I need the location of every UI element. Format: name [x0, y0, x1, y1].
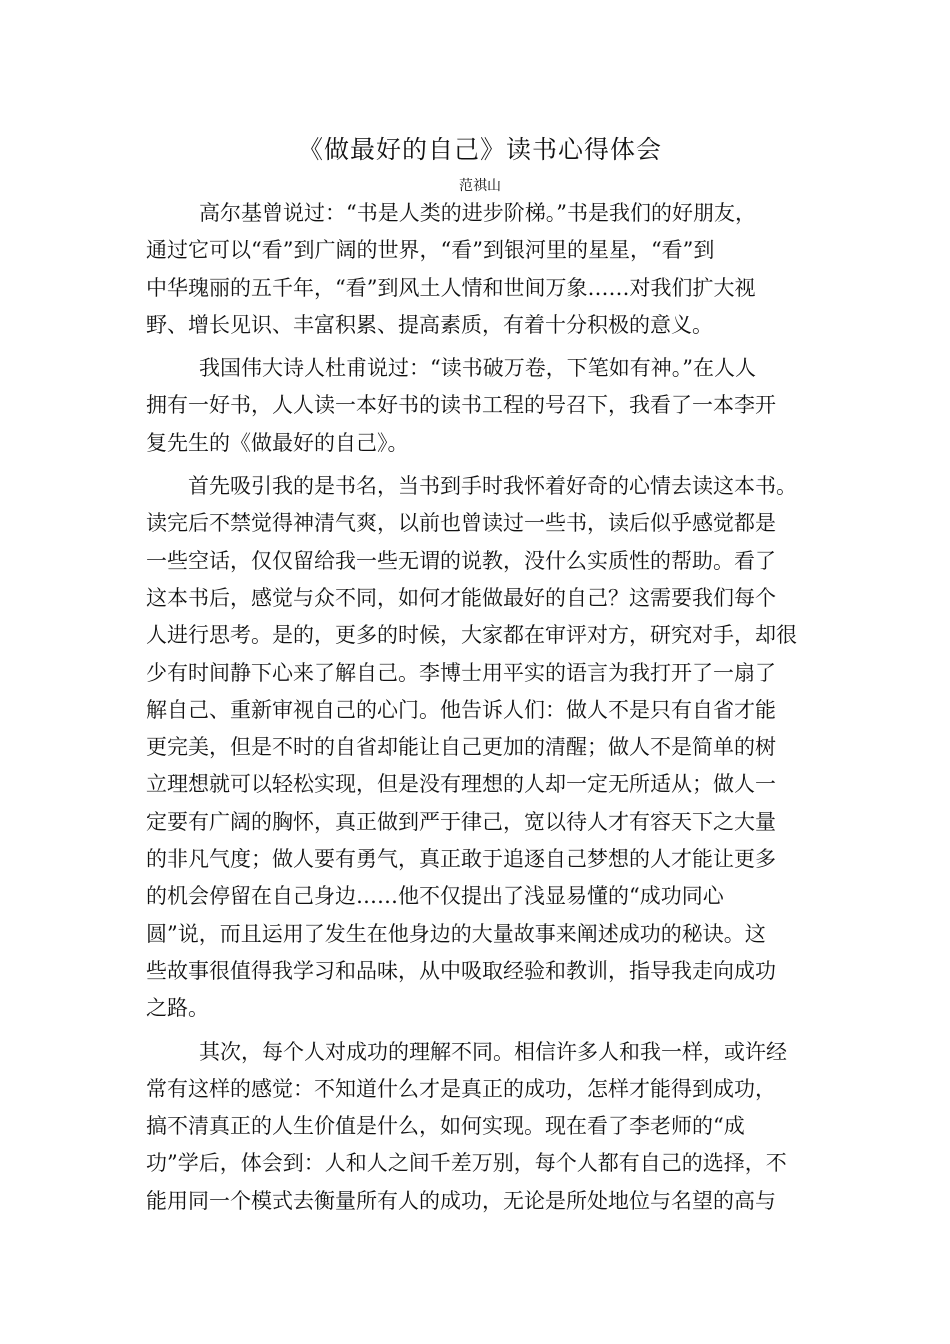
text-line: 少有时间静下心来了解自己。李博士用平实的语言为我打开了一扇了	[146, 660, 776, 685]
text-line: 更完美，但是不时的自省却能让自己更加的清醒；做人不是简单的树	[146, 735, 776, 760]
text-line: 定要有广阔的胸怀，真正做到严于律己，宽以待人才有容天下之大量	[146, 809, 776, 834]
text-line: 之路。	[146, 996, 209, 1021]
text-line: 常有这样的感觉：不知道什么才是真正的成功，怎样才能得到成功，	[146, 1076, 776, 1101]
document-body	[146, 195, 811, 1220]
text-line: 野、增长见识、丰富积累、提高素质，有着十分积极的意义。	[146, 312, 713, 337]
text-line: 复先生的《做最好的自己》。	[146, 430, 409, 455]
text-line: 我国伟大诗人杜甫说过：“读书破万卷，下笔如有神。”在人人	[199, 356, 756, 381]
text-line: 些故事很值得我学习和品味，从中吸取经验和教训，指导我走向成功	[146, 958, 776, 983]
text-line: 高尔基曾说过：“书是人类的进步阶梯。”书是我们的好朋友，	[199, 201, 756, 225]
text-line: 圆”说，而且运用了发生在他身边的大量故事来阐述成功的秘诀。这	[146, 921, 766, 946]
text-line: 能用同一个模式去衡量所有人的成功，无论是所处地位与名望的高与	[146, 1188, 776, 1213]
paragraph-1	[146, 195, 811, 344]
paragraph-3	[146, 468, 811, 1027]
text-line: 这本书后，感觉与众不同，如何才能做最好的自己？这需要我们每个	[146, 585, 776, 610]
text-line: 中华瑰丽的五千年，“看”到风土人情和世间万象……对我们扩大视	[146, 275, 756, 300]
text-line: 读完后不禁觉得神清气爽，以前也曾读过一些书，读后似乎感觉都是	[146, 511, 776, 536]
text-line: 立理想就可以轻松实现，但是没有理想的人却一定无所适从；做人一	[146, 772, 776, 797]
paragraph-4	[146, 1034, 811, 1220]
text-line: 解自己、重新审视自己的心门。他告诉人们：做人不是只有自省才能	[146, 697, 776, 722]
text-line: 通过它可以“看”到广阔的世界，“看”到银河里的星星，“看”到	[146, 238, 715, 263]
text-line: 的机会停留在自己身边……他不仅提出了浅显易懂的“成功同心	[146, 884, 724, 909]
text-line: 首先吸引我的是书名，当书到手时我怀着好奇的心情去读这本书。	[188, 474, 797, 499]
text-line: 一些空话，仅仅留给我一些无谓的说教，没什么实质性的帮助。看了	[146, 548, 776, 573]
text-line: 搞不清真正的人生价值是什么，如何实现。现在看了李老师的“成	[146, 1114, 745, 1139]
author-name: 范祺山	[459, 178, 501, 194]
text-line: 其次，每个人对成功的理解不同。相信许多人和我一样，或许经	[199, 1039, 787, 1064]
paragraph-2	[146, 350, 811, 462]
text-line: 人进行思考。是的，更多的时候，大家都在审评对方，研究对手，却很	[146, 623, 797, 648]
text-line: 的非凡气度；做人要有勇气，真正敢于追逐自己梦想的人才能让更多	[146, 847, 776, 872]
document-title: 《做最好的自己》读书心得体会	[297, 135, 662, 164]
text-line: 拥有一好书，人人读一本好书的读书工程的号召下，我看了一本李开	[146, 393, 776, 418]
text-line: 功”学后，体会到：人和人之间千差万别，每个人都有自己的选择，不	[146, 1151, 787, 1176]
